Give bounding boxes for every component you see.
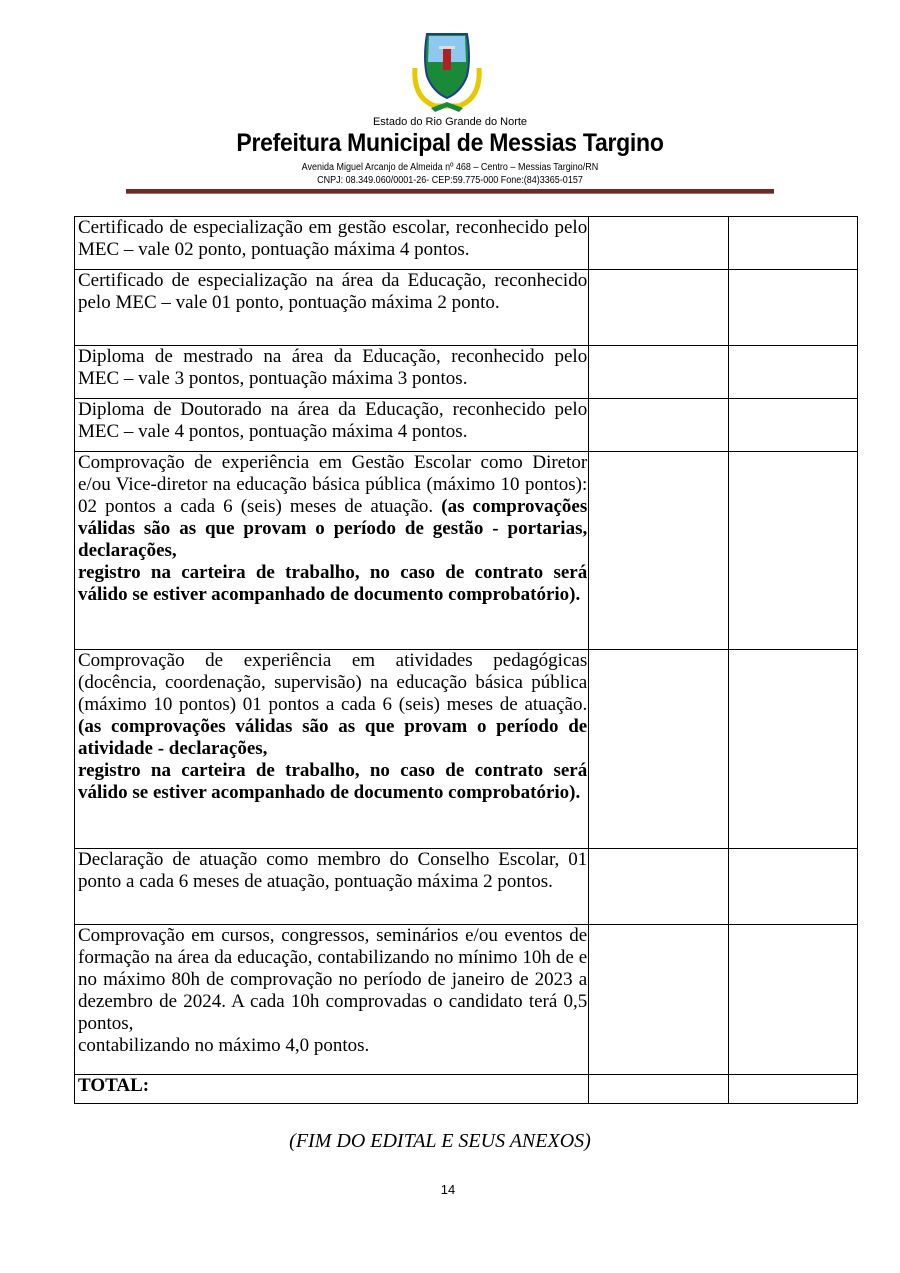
criterion-text: Declaração de atuação como membro do Conselho Escolar, 01 ponto a cada 6 meses de atuação, pontuação máxima 2 pontos. <box>78 849 588 892</box>
candidate-score-cell[interactable] <box>589 346 728 399</box>
table-row <box>75 270 858 346</box>
candidate-score-cell[interactable] <box>589 650 728 849</box>
table-row <box>75 217 858 270</box>
criterion-text: Comprovação de experiência em Gestão Escolar como Diretor e/ou Vice-diretor na educação básica pública (máximo 10 pontos): 02 pontos a cada 6 (seis) meses de atuação. <box>78 452 588 517</box>
commission-score-cell[interactable] <box>728 346 857 399</box>
criterion-note: registro na carteira de trabalho, no caso de contrato será válido se estiver acompanhado de documento comprobatório). <box>78 562 588 605</box>
criterion-note: (as comprovações válidas são as que provam o período de atividade - declarações, <box>78 716 588 759</box>
address: Avenida Miguel Arcanjo de Almeida nº 468 – Centro – Messias Targino/RN <box>301 162 599 173</box>
commission-score-cell[interactable] <box>728 399 857 452</box>
table-row <box>75 650 858 849</box>
table-row <box>75 346 858 399</box>
total-label: TOTAL: <box>75 1075 589 1104</box>
criterion-cell <box>75 650 589 849</box>
criterion-note: registro na carteira de trabalho, no caso de contrato será válido se estiver acompanhado de documento comprobatório). <box>78 760 588 803</box>
candidate-score-cell[interactable] <box>589 399 728 452</box>
commission-score-cell[interactable] <box>728 650 857 849</box>
criterion-cell <box>75 849 589 925</box>
cnpj-contact: CNPJ: 08.349.060/0001-26- CEP:59.775-000 Fone:(84)3365-0157 <box>317 175 583 186</box>
total-candidate-cell[interactable] <box>589 1075 728 1104</box>
header-divider <box>126 189 774 194</box>
total-row <box>75 1075 858 1104</box>
table-row <box>75 399 858 452</box>
criterion-text: Comprovação em cursos, congressos, seminários e/ou eventos de formação na área da educação, contabilizando no mínimo 10h de e no máximo 80h de comprovação no período de janeiro de 2023 a dezembro de 2024. A cada 10h comprovadas o candidato terá 0,5 pontos, <box>78 925 588 1034</box>
criterion-text: Diploma de mestrado na área da Educação, reconhecido pelo MEC – vale 3 pontos, pontuação máxima 3 pontos. <box>78 346 588 389</box>
candidate-score-cell[interactable] <box>589 217 728 270</box>
criterion-text: Certificado de especialização na área da Educação, reconhecido pelo MEC – vale 01 ponto, pontuação máxima 2 ponto. <box>78 270 588 313</box>
criterion-text: Certificado de especialização em gestão escolar, reconhecido pelo MEC – vale 02 ponto, pontuação máxima 4 pontos. <box>78 217 588 260</box>
criterion-note: (as comprovações válidas são as que provam o período de gestão - portarias, declarações, <box>78 496 588 561</box>
criterion-cell <box>75 399 589 452</box>
criterion-cell <box>75 346 589 399</box>
criterion-text: Diploma de Doutorado na área da Educação, reconhecido pelo MEC – vale 4 pontos, pontuação máxima 4 pontos. <box>78 399 588 442</box>
end-note: (FIM DO EDITAL E SEUS ANEXOS) <box>289 1130 591 1152</box>
commission-score-cell[interactable] <box>728 270 857 346</box>
organization-title: Prefeitura Municipal de Messias Targino <box>236 129 664 157</box>
commission-score-cell[interactable] <box>728 452 857 650</box>
total-commission-cell[interactable] <box>728 1075 857 1104</box>
table-row <box>75 849 858 925</box>
candidate-score-cell[interactable] <box>589 849 728 925</box>
municipal-coat-of-arms-logo <box>405 28 489 114</box>
commission-score-cell[interactable] <box>728 849 857 925</box>
criterion-cell <box>75 270 589 346</box>
criterion-text-cont: contabilizando no máximo 4,0 pontos. <box>78 1035 370 1056</box>
page-number: 14 <box>440 1182 456 1197</box>
commission-score-cell[interactable] <box>728 925 857 1075</box>
state-name: Estado do Rio Grande do Norte <box>372 116 528 128</box>
commission-score-cell[interactable] <box>728 217 857 270</box>
criterion-cell <box>75 925 589 1075</box>
candidate-score-cell[interactable] <box>589 452 728 650</box>
table-row <box>75 452 858 650</box>
criterion-text: Comprovação de experiência em atividades pedagógicas (docência, coordenação, supervisão) na educação básica pública (máximo 10 pontos) 01 pontos a cada 6 (seis) meses de atuação. <box>78 650 588 715</box>
criterion-cell <box>75 452 589 650</box>
table-row <box>75 925 858 1075</box>
candidate-score-cell[interactable] <box>589 270 728 346</box>
candidate-score-cell[interactable] <box>589 925 728 1075</box>
scoring-table <box>74 216 858 1104</box>
criterion-cell <box>75 217 589 270</box>
